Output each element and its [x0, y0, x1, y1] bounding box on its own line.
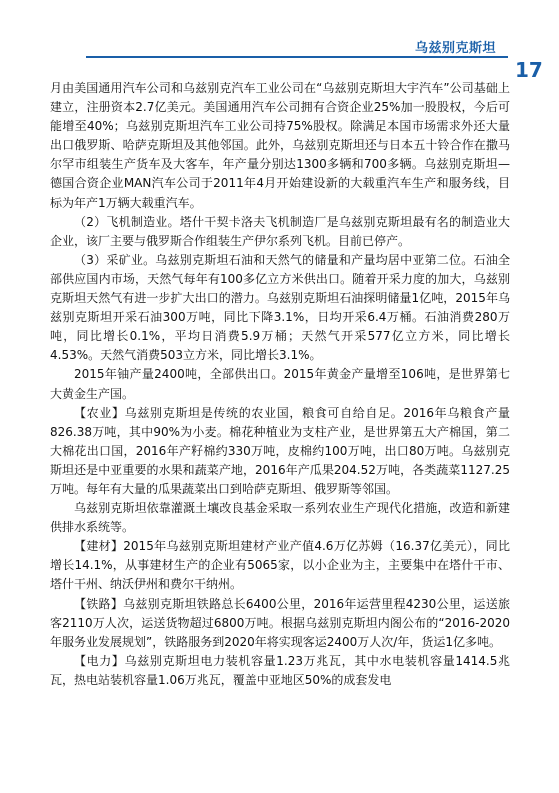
header-rule: [86, 56, 508, 58]
paragraph-electricity: 【电力】乌兹别克斯坦电力装机容量1.23万兆瓦，其中水电装机容量1414.5兆瓦，热电站装机容量1.06万兆瓦，覆盖中亚地区50%的成套发电: [50, 653, 510, 687]
paragraph-railway: 【铁路】乌兹别克斯坦铁路总长6400公里，2016年运营里程4230公里，运送旅客2110万人次，运送货物超过6800万吨。根据乌兹别克斯坦内阁公布的“2016-2020年服务业发展规划”，铁路服务到2020年将实现客运2400万人次/年，货运1亿多吨。: [50, 596, 510, 649]
paragraph-aircraft: （2）飞机制造业。塔什干契卡洛夫飞机制造厂是乌兹别克斯坦最有名的制造业大企业，该厂主要与俄罗斯合作组装生产伊尔系列飞机。目前已停产。: [50, 214, 510, 248]
page-number: 17: [515, 58, 543, 82]
body-text: [50, 79, 510, 690]
running-header-title: 乌兹别克斯坦: [415, 41, 497, 56]
paragraph-mining: （3）采矿业。乌兹别克斯坦石油和天然气的储量和产量均居中亚第二位。石油全部供应国内市场，天然气每年有100多亿立方米供出口。随着开采力度的加大，乌兹别克斯坦天然气有进一步扩大出口的潜力。乌兹别克斯坦石油探明储量1亿吨，2015年乌兹别克斯坦开采石油300万吨，同比下降3.1%，日均开采6.4万桶。石油消费280万吨，同比增长0.1%，平均日消费5.9万桶；天然气开采577亿立方米，同比增长4.53%。天然气消费503立方米，同比增长3.1%。: [50, 252, 510, 363]
paragraph-uranium-gold: 2015年铀产量2400吨，全部供出口。2015年黄金产量增至106吨，是世界第七大黄金生产国。: [50, 367, 510, 401]
paragraph-irrigation: 乌兹别克斯坦依靠灌溉土壤改良基金采取一系列农业生产现代化措施，改造和新建供排水系统等。: [50, 501, 510, 535]
paragraph-building-materials: 【建材】2015年乌兹别克斯坦建材产业产值4.6万亿苏姆（16.37亿美元），同比增长14.1%，从事建材生产的企业有5065家，以小企业为主，主要集中在塔什干市、塔什干州、纳沃伊州和费尔干纳州。: [50, 539, 510, 592]
paragraph-automotive-continued: 月由美国通用汽车公司和乌兹别克汽车工业公司在“乌兹别克斯坦大宇汽车”公司基础上建立，注册资本2.7亿美元。美国通用汽车公司拥有合资企业25%加一股股权，今后可能增至40%；乌兹别克斯坦汽车工业公司持75%股权。除满足本国市场需求外还大量出口俄罗斯、哈萨克斯坦及其他邻国。此外，乌兹别克斯坦还与日本五十铃合作在撒马尔罕市组装生产货车及大客车，年产量分别达1300多辆和700多辆。乌兹别克斯坦—德国合资企业MAN汽车公司于2011年4月开始建设新的大载重汽车生产和服务线，目标为年产1万辆大载重汽车。: [50, 81, 510, 210]
paragraph-agriculture: 【农业】乌兹别克斯坦是传统的农业国，粮食可自给自足。2016年乌粮食产量826.38万吨，其中90%为小麦。棉花种植业为支柱产业，是世界第五大产棉国，第二大棉花出口国，2016年产籽棉约330万吨，皮棉约100万吨，出口80万吨。乌兹别克斯坦还是中亚重要的水果和蔬菜产地，2016年产瓜果204.52万吨，各类蔬菜1127.25万吨。每年有大量的瓜果蔬菜出口到哈萨克斯坦、俄罗斯等邻国。: [50, 405, 510, 496]
